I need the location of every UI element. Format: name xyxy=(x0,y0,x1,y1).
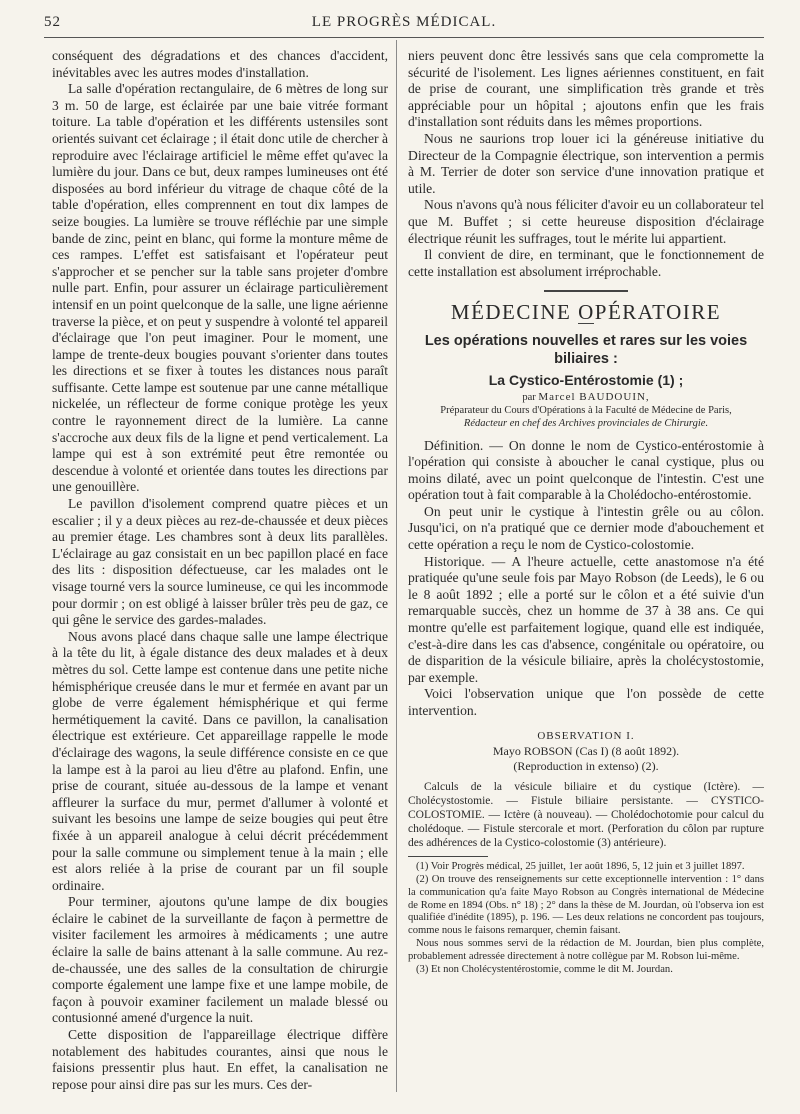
paragraph: La salle d'opération rectangulaire, de 6 mètres de long sur 3 m. 50 de large, est éclairée par une baie vitrée formant toiture. La table d'opération et les différents ustensiles sont orientés suivant cet éclairage ; il était donc utile de chercher à reproduire avec l'éclairage artificiel le même effet qu'avec la lumière du jour. Dans ce but, deux rampes lumineuses ont été disposées au bord inférieur du vitrage de chaque côté de la table d'opération, elles comprennent en tout dix lampes de seize bougies. La lumière se trouve réfléchie par une simple bande de zinc, peint en blanc, qui forme la monture même de ces rampes. L'effet est satisfaisant et l'opérateur peut s'approcher et se pencher sur la table sans projeter d'ombre nulle part. Enfin, pour assurer un éclairage particulièrement intensif en un point quelconque de la salle, une ligne aérienne traverse la pièce, et on peut y suspendre à volonté tel appareil d'éclairage que l'on peut imaginer. Pour le moment, une lampe de trente-deux bougies pouvant s'orienter dans toutes les directions et se fixer à toutes les distances nous paraît suffisante. Cette lampe est soutenue par une canne métallique nickelée, un réflecteur de forme conique protège les yeux contre le rayonnement direct de la lumière. La canne s'accroche aux deux fils de la ligne et pend verticalement. La lampe qui est à son extrémité peut être remontée ou descendue à volonté et orientée dans toutes les directions par une genouillère. xyxy=(52,81,388,495)
author-role: Rédacteur en chef des Archives provinciales de Chirurgie. xyxy=(463,417,709,429)
footnote: (3) Et non Cholécystentérostomie, comme le dit M. Jourdan. xyxy=(416,963,673,975)
paragraph: Nous avons placé dans chaque salle une lampe électrique à la tête du lit, à égale distance des deux malades et à deux mètres du sol. Cette lampe est contenue dans une petite niche hémisphérique creusée dans le mur et fermée en avant par un globe de verre également hémisphérique et qui ferme hermétiquement la cavité. Dans ce pavillon, la canalisation électrique est extérieure. Cet appareillage rappelle le mode d'éclairage des wagons, la seule différence consiste en ce que la lampe est à la paroi au lieu d'être au plafond. Enfin, une prise de courant, située au-dessous de la lampe et venant affleurer la surface du mur, permet d'allumer à volonté et suivant les besoins une lampe de seize bougies qui peut être fixée à un appareil analogue à celui décrit précédemment pour la salle commune ou simplement tenue à la main ; elle est alors reliée à la prise de courant par un fil souple ordinaire. xyxy=(52,628,388,893)
paragraph: On peut unir le cystique à l'intestin grêle ou au côlon. Jusqu'ici, on n'a pratiqué que ce dernier mode d'abouchement et cette opération a reçu le nom de Cystico-colostomie. xyxy=(408,503,764,553)
section-title: MÉDECINE OPÉRATOIRE xyxy=(450,300,722,325)
paragraph: Voici l'observation unique que l'on possède de cette intervention. xyxy=(408,686,764,718)
author-affiliation: Préparateur du Cours d'Opérations à la Faculté de Médecine de Paris, xyxy=(440,404,732,416)
footnote: Nous nous sommes servi de la rédaction de M. Jourdan, bien plus complète, probablement adressée directement à notre collègue par M. Robson lui-même. xyxy=(408,937,764,962)
paragraph: Définition. — On donne le nom de Cystico-entérostomie à l'opération qui consiste à aboucher le canal cystique, plus ou moins dilaté, avec un point quelconque de l'intestin. C'est une opération tout à fait comparable à la Cholédocho-entérostomie. xyxy=(408,437,764,503)
paragraph: Historique. — A l'heure actuelle, cette anastomose n'a été pratiquée qu'une seule fois par Mayo Robson (de Leeds), le 6 ou le 8 août 1892 ; elle a porté sur le côlon et a été suivie d'un remarquable succès, chez un homme de 37 à 38 ans. Ce qui montre qu'elle est parfaitement logique, quand elle est indiquée, c'est-à-dire dans les cas d'absence, congénitale ou opératoire, ou de disparition de la vésicule biliaire, après la cholécystostomie, par exemple. xyxy=(408,553,764,685)
paragraph: niers peuvent donc être lessivés sans que cela compromette la sécurité de l'isolement. Les lignes aériennes constituent, en fait de prise de courant, une simplification très grande et très appréciable pour un hôpital ; ajoutons enfin que les frais d'installation sont réduits dans les mêmes proportions. xyxy=(408,48,764,130)
article-title: Les opérations nouvelles et rares sur les voies biliaires : xyxy=(424,332,748,367)
observation-heading: OBSERVATION I. xyxy=(537,729,635,742)
by-prefix: par xyxy=(522,391,536,403)
page-number: 52 xyxy=(44,14,61,30)
left-column xyxy=(52,48,388,1096)
paragraph: Nous ne saurions trop louer ici la généreuse initiative du Directeur de la Compagnie électrique, son intervention a permis à M. Terrier de doter son service d'une innovation pratique et utile. xyxy=(408,130,764,196)
footnotes xyxy=(408,861,764,976)
header-rule xyxy=(44,37,764,38)
column-divider xyxy=(396,40,397,1092)
journal-title: LE PROGRÈS MÉDICAL. xyxy=(311,14,497,30)
observation-reproduction: (Reproduction in extenso) (2). xyxy=(513,759,659,774)
right-column xyxy=(408,48,764,1096)
section-separator xyxy=(544,290,628,292)
footnote: (1) Voir Progrès médical, 25 juillet, 1er août 1896, 5, 12 juin et 3 juillet 1897. xyxy=(416,861,745,873)
paragraph: Il convient de dire, en terminant, que le fonctionnement de cette installation est absolument irréprochable. xyxy=(408,247,764,279)
article-subtitle: La Cystico-Entérostomie (1) ; xyxy=(488,371,684,388)
paragraph: conséquent des dégradations et des chances d'accident, inévitables avec les autres modes d'installation. xyxy=(52,48,388,80)
observation-case: Mayo ROBSON (Cas I) (8 août 1892). xyxy=(492,744,680,759)
paragraph: Le pavillon d'isolement comprend quatre pièces et un escalier ; il y a deux pièces au rez-de-chaussée et deux pièces au premier étage. Les chambres sont à deux lits parallèles. L'éclairage au gaz consistait en un bec papillon placé en face des lits : disposition défectueuse, car les malades ont le visage tourné vers la source lumineuse, ce qui les incommode pour dormir ; on est obligé à laisser brûler très peu de gaz, ce qui gêne le service des gardes-malades. xyxy=(52,496,388,628)
author-name: Marcel BAUDOUIN, xyxy=(538,390,650,403)
paragraph: Pour terminer, ajoutons qu'une lampe de dix bougies éclaire le cabinet de la surveillante de façon à permettre de visiter facilement les armoires à médicaments ; une autre éclaire la salle de bains attenant à la salle commune. Au rez-de-chaussée, une des salles de la consultation de chirurgie comporte également une lampe fixe et une lampe mobile, de façon à pouvoir examiner facilement un malade blessé ou contusionné amené d'urgence la nuit. xyxy=(52,894,388,1026)
observation-summary: Calculs de la vésicule biliaire et du cystique (Ictère). — Cholécystostomie. — Fistule biliaire persistante. — CYSTICO-COLOSTOMIE. — Ictère (à nouveau). — Cholédochotomie pour calcul du cholédoque. — Fistule stercorale et mort. (Perforation du côlon par rupture des adhérences de la Cystico-colostomie (3) antérieure). xyxy=(408,781,764,850)
paragraph: Nous n'avons qu'à nous féliciter d'avoir eu un collaborateur tel que M. Buffet ; si cette heureuse disposition d'éclairage électrique réunit les suffrages, tout le mérite lui appartient. xyxy=(408,197,764,246)
page-header xyxy=(44,14,764,36)
paragraph: Cette disposition de l'appareillage électrique diffère notablement des habitudes courantes, ainsi que nous le faisions pressentir plus haut. En effet, la canalisation ne repose pour ainsi dire pas sur les murs. Ces der- xyxy=(52,1027,388,1092)
footnote: (2) On trouve des renseignements sur cette exceptionnelle intervention : 1° dans la communication qu'a faite Mayo Robson au Congrès international de Médecine de Rome en 1894 (Obs. n° 18) ; 2° dans la thèse de M. Jourdan, où l'observa ion est qualifiée d'inédite (1895), p. 196. — Les deux relations ne concordent pas toujours, comme nous le faisons remarquer, chemin faisant. xyxy=(408,873,764,937)
byline xyxy=(408,391,764,430)
footnote-rule xyxy=(408,856,488,857)
